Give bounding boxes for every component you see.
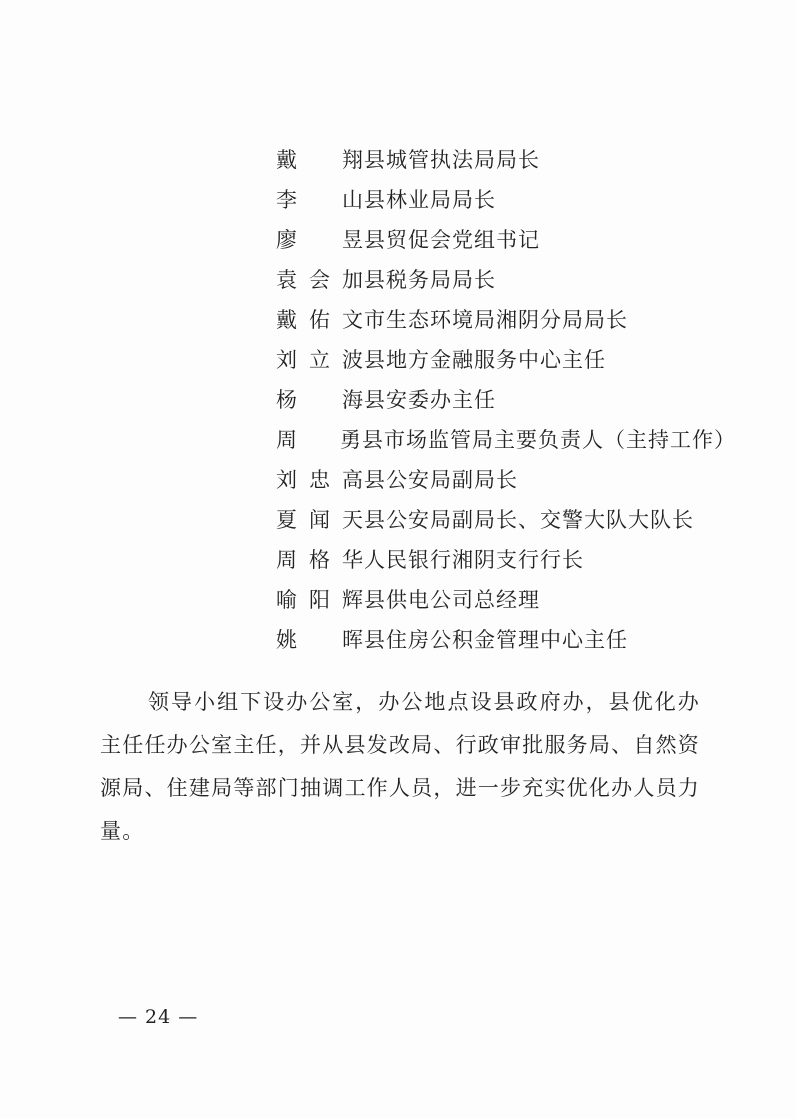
member-name: 夏闻天 <box>276 508 364 532</box>
member-name: 李 山 <box>276 188 364 212</box>
member-row <box>276 419 736 459</box>
member-title: 县供电公司总经理 <box>364 588 540 612</box>
member-title: 县贸促会党组书记 <box>364 228 540 252</box>
member-name: 周 勇 <box>276 428 362 452</box>
member-row <box>276 619 736 659</box>
member-name: 廖 昱 <box>276 228 364 252</box>
member-name: 周格华 <box>276 548 364 572</box>
member-title: 县公安局副局长 <box>364 468 518 492</box>
member-row <box>276 539 736 579</box>
member-title: 市生态环境局湘阴分局局长 <box>364 308 628 332</box>
member-title: 县安委办主任 <box>364 388 496 412</box>
member-name: 刘忠高 <box>276 468 364 492</box>
member-title: 县住房公积金管理中心主任 <box>364 628 628 652</box>
member-title: 县城管执法局局长 <box>364 148 540 172</box>
member-name: 戴佑文 <box>276 308 364 332</box>
member-row <box>276 459 736 499</box>
page-number: — 24 — <box>118 1006 199 1028</box>
member-row <box>276 219 736 259</box>
member-name: 刘立波 <box>276 348 364 372</box>
member-row <box>276 299 736 339</box>
member-row <box>276 499 736 539</box>
member-row <box>276 139 736 179</box>
member-title: 县林业局局长 <box>364 188 496 212</box>
office-setup-paragraph: 领导小组下设办公室，办公地点设县政府办，县优化办主任任办公室主任，并从县发改局、行政审批服务局、自然资源局、住建局等部门抽调工作人员，进一步充实优化办人员力量。 <box>100 690 700 843</box>
member-title: 人民银行湘阴支行行长 <box>364 548 584 572</box>
member-row <box>276 339 736 379</box>
member-name: 袁会加 <box>276 268 364 292</box>
member-list <box>276 139 736 659</box>
member-name: 杨 海 <box>276 388 364 412</box>
member-title: 县公安局副局长、交警大队大队长 <box>364 508 694 532</box>
member-row <box>276 179 736 219</box>
member-title: 县税务局局长 <box>364 268 496 292</box>
member-row <box>276 259 736 299</box>
member-title: 县地方金融服务中心主任 <box>364 348 606 372</box>
member-title: 县市场监管局主要负责人（主持工作） <box>362 428 736 452</box>
member-row <box>276 379 736 419</box>
member-name: 戴 翔 <box>276 148 364 172</box>
member-name: 姚 晖 <box>276 628 364 652</box>
member-name: 喻阳辉 <box>276 588 364 612</box>
member-row <box>276 579 736 619</box>
